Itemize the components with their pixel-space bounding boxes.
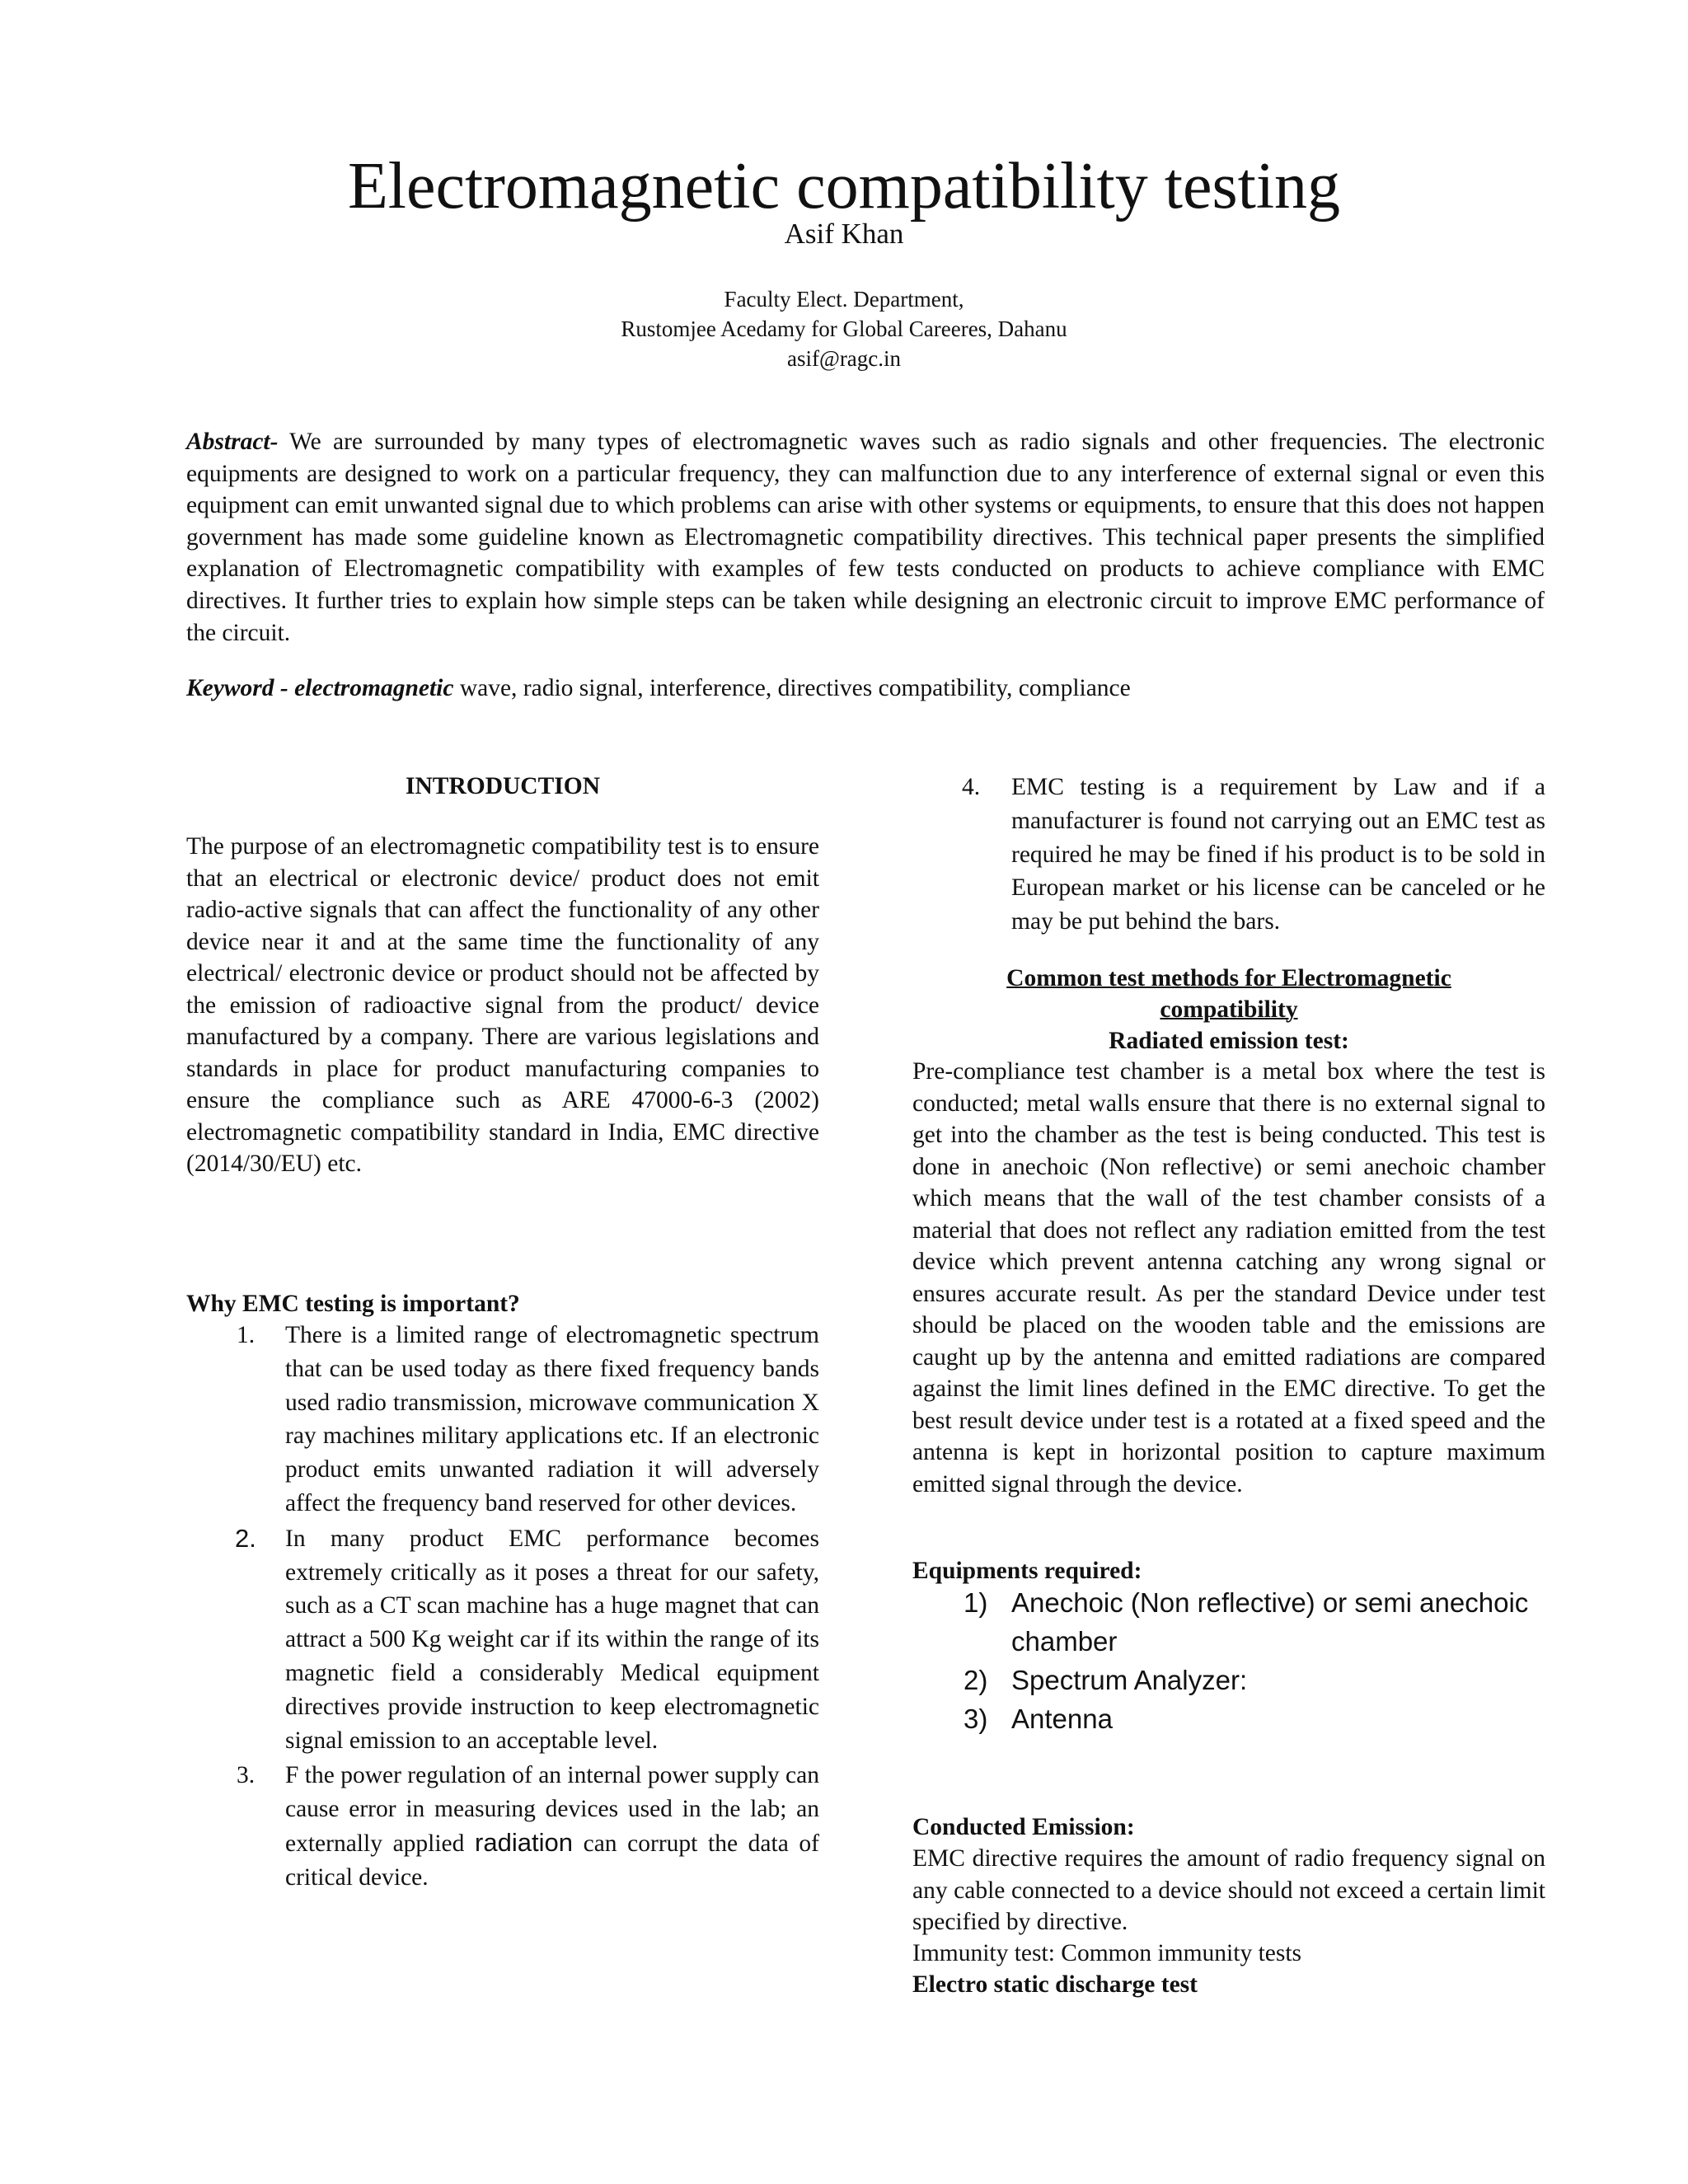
list-item-text: There is a limited range of electromagnetic spectrum that can be used today as there fixed frequency bands used radio transmission, microwave communication X ray machines military applications etc. If an electronic product emits unwanted radiation it will adversely affect the frequency band reserved for other devices. (285, 1322, 819, 1516)
immunity-test-line: Immunity test: Common immunity tests (912, 1940, 1302, 1966)
radiated-emission-text: Pre-compliance test chamber is a metal box where the test is conducted; metal walls ensure that there is no external signal to get into the chamber as the test is being conducted. This test is done in anechoic (Non reflective) or semi anechoic chamber which means that the wall of the test chamber consists of a material that does not reflect any radiation emitted from the test device which prevent antenna catching any wrong signal or ensures accurate result. As per the standard Device under test should be placed on the wooden table and the emissions are caught up by the antenna and emitted radiations are compared against the limit lines defined in the EMC directive. To get the best result device under test is a rotated at a fixed speed and the antenna is kept in horizontal position to capture maximum emitted signal through the device. (912, 1058, 1545, 1497)
list-item-number: 4. (962, 774, 981, 800)
test-methods-heading-line2: compatibility (1160, 996, 1298, 1023)
list-item-text: Spectrum Analyzer: (1011, 1665, 1248, 1695)
list-item (237, 1319, 819, 1521)
keyword-text: wave, radio signal, interference, directives compatibility, compliance (459, 675, 1131, 701)
list-item-text-end: can corrupt the data of critical device. (285, 1830, 820, 1891)
equipments-list (964, 1583, 1572, 1738)
affiliation-department: Faculty Elect. Department, (724, 287, 964, 312)
abstract-label: Abstract- (186, 429, 279, 455)
why-emc-list (235, 1319, 820, 1895)
list-item-text: Antenna (1011, 1704, 1113, 1734)
list-item-number: 3. (237, 1762, 256, 1789)
esd-test-heading: Electro static discharge test (912, 1971, 1198, 1998)
list-item-text-sans: radiation (475, 1827, 573, 1857)
radiated-emission-heading: Radiated emission test: (1109, 1028, 1349, 1054)
list-item-text: EMC testing is a requirement by Law and if a manufacturer is found not carrying out an EMC test as required he may be fined if his product is to be sold in European market or his license can be canceled or he may be put behind the bars. (1011, 774, 1545, 935)
test-methods-heading (912, 963, 1545, 1025)
keywords (186, 673, 1545, 704)
list-item-text: F the power regulation of an internal power supply can cause error in measuring devices used in the lab; an externally applied (285, 1762, 819, 1857)
list-item-number: 2) (964, 1665, 988, 1695)
test-methods-heading-line1: Common test methods for Electromagnetic (1006, 965, 1451, 991)
list-item (964, 1661, 1572, 1699)
abstract-text: We are surrounded by many types of electromagnetic waves such as radio signals and other frequencies. The electronic equipments are designed to work on a particular frequency, they can malfunction due to any interference of external signal or even this equipment can emit unwanted signal due to which problems can arise with other systems or equipments, to ensure that this does not happen government has made some guideline known as Electromagnetic compatibility directives. This technical paper presents the simplified explanation of Electromagnetic compatibility with examples of few tests conducted on products to achieve compliance with EMC directives. It further tries to explain how simple steps can be taken while designing an electronic circuit to improve EMC performance of the circuit. (186, 429, 1545, 646)
list-item (962, 771, 1545, 939)
keyword-label: Keyword - electromagnetic (186, 675, 454, 701)
list-item-number: 1. (237, 1322, 256, 1348)
author-name: Asif Khan (784, 218, 904, 250)
list-item-text: Anechoic (Non reflective) or semi anechoic chamber (1011, 1587, 1529, 1657)
list-item (235, 1522, 819, 1758)
conducted-emission-text: EMC directive requires the amount of radio frequency signal on any cable connected to a device should not exceed a certain limit specified by directive. (912, 1845, 1545, 1935)
list-item-number: 1) (964, 1587, 988, 1618)
author-affiliation (0, 284, 1688, 373)
introduction-heading: INTRODUCTION (405, 773, 601, 799)
conducted-emission-heading: Conducted Emission: (912, 1814, 1135, 1840)
why-emc-list-continued (962, 771, 1545, 939)
introduction-text: The purpose of an electromagnetic compatibility test is to ensure that an electrical or electronic device/ product does not emit radio-active signals that can affect the functionality of any other device near it and at the same time the functionality of any electrical/ electronic device or product should not be affected by the emission of radioactive signal from the product/ device manufactured by a company. There are various legislations and standards in place for product manufacturing companies to ensure the compliance such as ARE 47000-6-3 (2002) electromagnetic compatibility standard in India, EMC directive (2014/30/EU) etc. (186, 833, 819, 1177)
list-item-number: 2. (235, 1523, 256, 1553)
affiliation-institution: Rustomjee Acedamy for Global Careeres, Dahanu (621, 316, 1067, 341)
list-item-number: 3) (964, 1704, 988, 1734)
list-item-text: In many product EMC performance becomes extremely critically as it poses a threat for our safety, such as a CT scan machine has a huge magnet that can attract a 500 Kg weight car if its within the range of its magnetic field a considerably Medical equipment directives provide instruction to keep electromagnetic signal emission to an acceptable level. (285, 1525, 819, 1754)
list-item (237, 1759, 820, 1894)
list-item (964, 1583, 1572, 1661)
paper-title: Electromagnetic compatibility testing (347, 150, 1341, 223)
equipments-heading: Equipments required: (912, 1558, 1142, 1584)
why-emc-heading: Why EMC testing is important? (186, 1291, 520, 1317)
affiliation-email: asif@ragc.in (786, 346, 902, 371)
list-item (964, 1699, 1572, 1738)
abstract (186, 426, 1545, 649)
